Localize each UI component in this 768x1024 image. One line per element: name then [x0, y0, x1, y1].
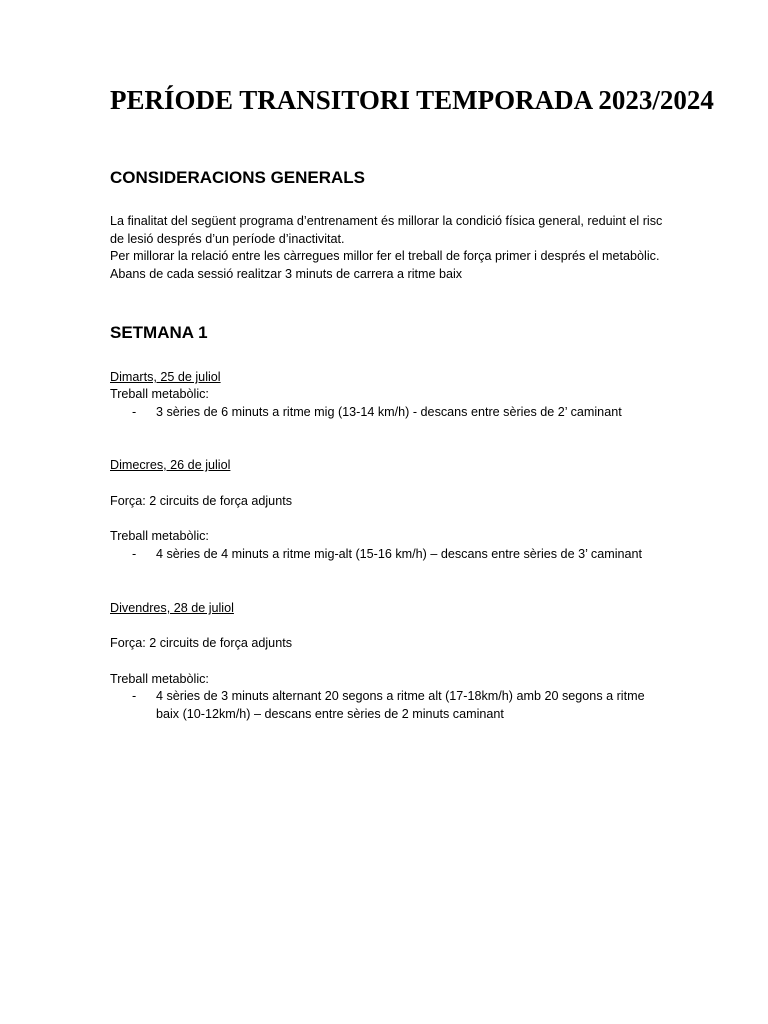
- day3-strength: Força: 2 circuits de força adjunts: [110, 636, 292, 650]
- list-dash: -: [132, 405, 137, 419]
- day3-date: Divendres, 28 de juliol: [110, 601, 234, 615]
- day2-metabolic-item: [110, 546, 670, 564]
- list-dash: -: [132, 689, 137, 703]
- day1-date: Dimarts, 25 de juliol: [110, 370, 221, 384]
- general-heading: CONSIDERACIONS GENERALS: [110, 168, 366, 187]
- general-text: [110, 213, 670, 283]
- week-heading: SETMANA 1: [110, 323, 208, 342]
- day2-metabolic-label: Treball metabòlic:: [110, 529, 209, 543]
- day1-metabolic-item: [110, 404, 670, 422]
- day2-metabolic-item-text: 4 sèries de 4 minuts a ritme mig-alt (15-16 km/h) – descans entre sèries de 3’ caminant: [156, 547, 643, 561]
- general-paragraph-2: Per millorar la relació entre les càrregues millor fer el treball de força primer i després el metabòlic. Abans de cada sessió realitzar 3 minuts de carrera a ritme baix: [110, 249, 660, 281]
- general-paragraph-1: La finalitat del següent programa d’entrenament és millorar la condició física general, reduint el risc de lesió després d’un període d’inactivitat.: [110, 214, 663, 246]
- day3-metabolic-label: Treball metabòlic:: [110, 672, 209, 686]
- day2-strength: Força: 2 circuits de força adjunts: [110, 494, 292, 508]
- day1-metabolic-label: Treball metabòlic:: [110, 387, 209, 401]
- day2-date: Dimecres, 26 de juliol: [110, 458, 231, 472]
- day3-metabolic-item: [110, 688, 670, 723]
- document-title: PERÍODE TRANSITORI TEMPORADA 2023/2024: [110, 85, 714, 115]
- day3-metabolic-item-text: 4 sèries de 3 minuts alternant 20 segons a ritme alt (17-18km/h) amb 20 segons a ritme baix (10-12km/h) – descans entre sèries de 2 minuts caminant: [156, 689, 645, 721]
- day1-metabolic-item-text: 3 sèries de 6 minuts a ritme mig (13-14 km/h) - descans entre sèries de 2’ caminant: [156, 405, 622, 419]
- list-dash: -: [132, 547, 137, 561]
